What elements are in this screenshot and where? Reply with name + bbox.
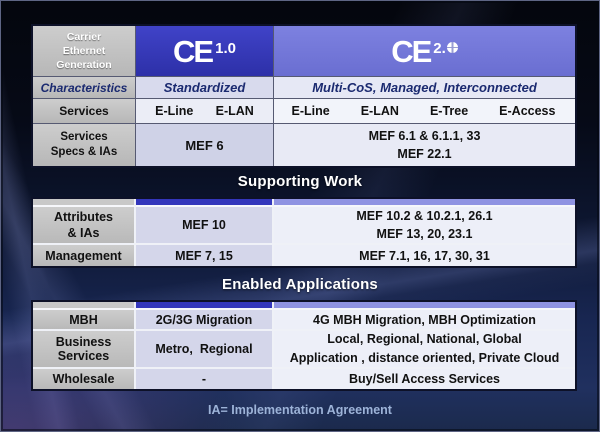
ce1-mbh-value: 2G/3G Migration — [136, 310, 274, 331]
row-label-business-services: Business Services — [33, 331, 136, 369]
label-line: Attributes — [53, 209, 114, 224]
ce1-logo-text: CE — [173, 33, 213, 69]
service-item: E-Access — [499, 104, 556, 118]
ce2-version — [433, 40, 458, 57]
enabled-applications-table — [31, 300, 577, 391]
label-line: & IAs — [67, 226, 100, 240]
ce2-management-value: MEF 7.1, 16, 17, 30, 31 — [274, 245, 575, 266]
spec-line: Application , distance oriented, Private Cloud — [289, 351, 560, 365]
spec-line: MEF 6.1 & 6.1.1, 33 — [368, 128, 481, 143]
ce1-business-value: Metro, Regional — [136, 331, 274, 369]
ce2-header-cell — [274, 26, 575, 77]
column-strip-ce2 — [274, 302, 575, 310]
ce1-wholesale-value: - — [136, 369, 274, 389]
row-label-mbh: MBH — [33, 310, 136, 331]
ce1-header-cell — [136, 26, 274, 77]
service-item: E-Line — [155, 104, 194, 118]
section-title-supporting-work: Supporting Work — [237, 173, 363, 190]
spec-line: MEF 13, 20, 23.1 — [376, 227, 473, 241]
service-item: E-LAN — [360, 104, 399, 118]
ce2-services-cell — [274, 99, 575, 124]
row-label-wholesale: Wholesale — [33, 369, 136, 389]
ce2-logo — [391, 33, 458, 69]
ce2-logo-text: CE — [391, 33, 431, 69]
spec-line: MEF 10.2 & 10.2.1, 26.1 — [356, 208, 493, 223]
service-item: E-Tree — [429, 104, 469, 118]
ce2-business-cell — [274, 331, 575, 369]
service-item: E-LAN — [215, 104, 254, 118]
ce1-characteristics-value: Standardized — [136, 77, 274, 99]
ce2-specs-cell — [274, 124, 575, 166]
ce1-attributes-value: MEF 10 — [136, 207, 274, 245]
globe-icon — [447, 42, 458, 53]
ce2-attributes-cell — [274, 207, 575, 245]
row-label-management: Management — [33, 245, 136, 266]
spec-line: MEF 22.1 — [397, 147, 452, 161]
label-line: Specs & IAs — [50, 146, 118, 158]
ce2-mbh-value: 4G MBH Migration, MBH Optimization — [274, 310, 575, 331]
column-strip-ce1 — [136, 302, 274, 310]
column-strip-label — [33, 302, 136, 310]
column-strip-label — [33, 199, 136, 207]
ce1-management-value: MEF 7, 15 — [136, 245, 274, 266]
generation-comparison-table — [31, 24, 577, 168]
section-title-enabled-applications: Enabled Applications — [222, 276, 378, 293]
generation-label-line: Generation — [56, 59, 112, 72]
row-label-attributes — [33, 207, 136, 245]
ce1-specs-value: MEF 6 — [136, 124, 274, 166]
ce2-wholesale-value: Buy/Sell Access Services — [274, 369, 575, 389]
label-line: Services — [60, 131, 108, 144]
generation-header-label — [33, 26, 136, 77]
row-label-services-specs — [33, 124, 136, 166]
supporting-work-table — [31, 197, 577, 268]
ce1-version: 1.0 — [215, 39, 236, 57]
row-label-characteristics: Characteristics — [33, 77, 136, 99]
generation-label-line: Carrier — [66, 30, 102, 43]
footnote: IA= Implementation Agreement — [208, 403, 392, 417]
column-strip-ce1 — [136, 199, 274, 207]
ce2-version-prefix: 2. — [433, 39, 446, 57]
ce1-services-cell — [136, 99, 274, 124]
spec-line: Local, Regional, National, Global — [327, 332, 522, 347]
ce2-characteristics-value: Multi-CoS, Managed, Interconnected — [274, 77, 575, 99]
row-label-services: Services — [33, 99, 136, 124]
service-item: E-Line — [291, 104, 330, 118]
ce1-logo — [173, 33, 236, 69]
generation-label-line: Ethernet — [62, 44, 106, 57]
column-strip-ce2 — [274, 199, 575, 207]
